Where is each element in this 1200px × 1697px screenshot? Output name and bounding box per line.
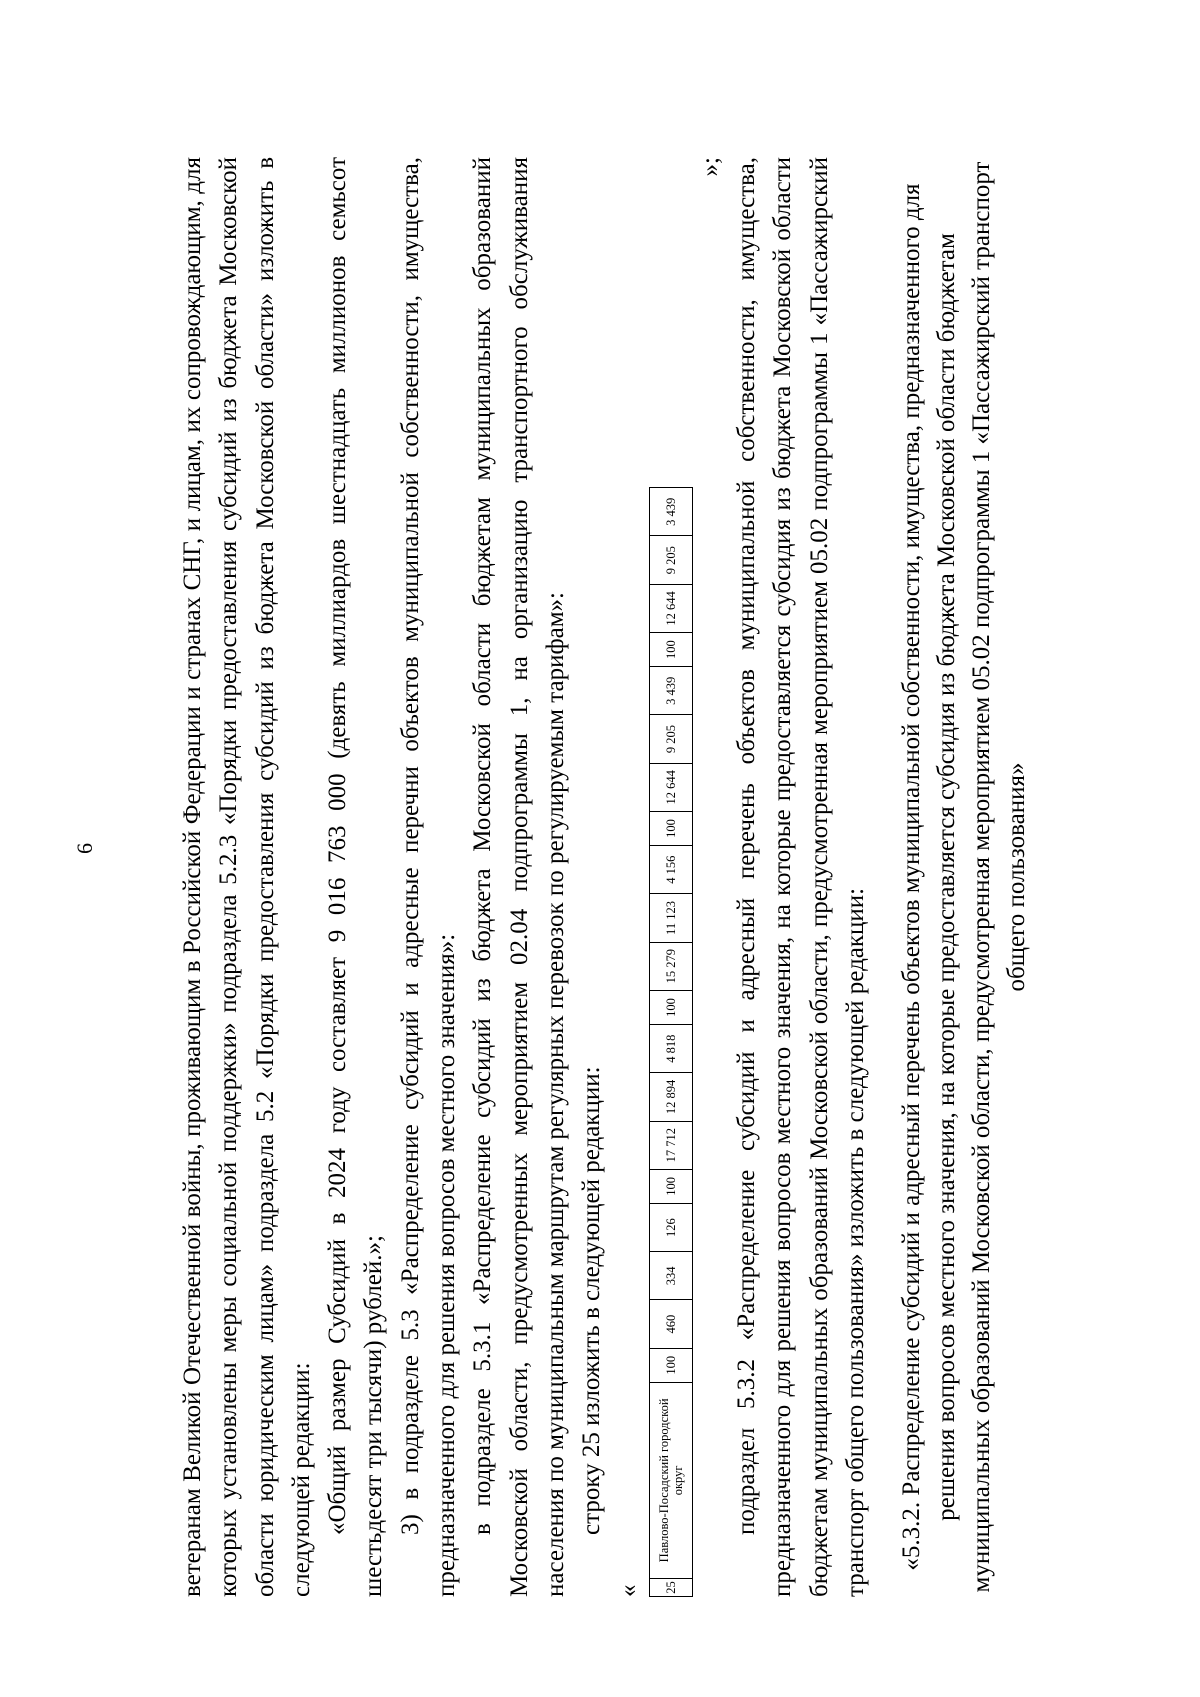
page-number: 6 (72, 843, 97, 854)
quote-close-mark: »; (696, 157, 724, 177)
table-cell: 17 712 (649, 1121, 692, 1169)
table-cell: 9 205 (649, 536, 692, 584)
table-cell: 100 (649, 633, 692, 667)
paragraph-item-3: 3) в подразделе 5.3 «Распределение субсидий и адресные перечни объектов муниципальной собственности, имущества, предназначенного для решения вопросов местного значения»: (396, 157, 461, 1597)
table-cell: 15 279 (649, 942, 692, 990)
subsidy-table-row-25 (649, 487, 693, 1597)
municipality-name-cell: Павлово-Посадский городской округ (649, 1382, 692, 1578)
table-cell: 100 (649, 811, 692, 845)
table-cell: 12 644 (649, 584, 692, 632)
quote-open-mark: « (614, 1584, 642, 1597)
table-cell: 100 (649, 1348, 692, 1382)
table-cell: 4 156 (649, 846, 692, 894)
paragraph-row-25-intro: строку 25 изложить в следующей редакции: (578, 1066, 606, 1535)
paragraph-subsection-532: подраздел 5.3.2 «Распределение субсидий и адресный перечень объектов муниципальной собственности, имущества, предназначенного для решения вопросов местного значения, на которые предоставляется субсидия из бюджета Московской области бюджетам муниципальных образований Московской области, предусмотренная мероприятием 05.02 подпрограммы 1 «Пассажирский транспорт общего пользования» изложить в следующей редакции: (733, 157, 870, 1597)
table-cell: 4 818 (649, 1025, 692, 1073)
table-cell: 126 (649, 1203, 692, 1251)
table-cell: 12 894 (649, 1073, 692, 1121)
table-cell: 460 (649, 1300, 692, 1348)
table-cell: 3 439 (649, 667, 692, 715)
table-cell: 9 205 (649, 715, 692, 763)
document-body (175, 157, 1034, 1597)
table-row (649, 488, 692, 1597)
table-cell: 100 (649, 1169, 692, 1203)
paragraph-subsection-531: в подразделе 5.3.1 «Распределение субсидий из бюджета Московской области бюджетам муниципальных образований Московской области, предусмотренных мероприятием 02.04 подпрограммы 1, на организацию транспортного обслуживания населения по муниципальным маршрутам регулярных перевозок по регулируемым тарифам»: (469, 157, 569, 1597)
table-cell: 3 439 (649, 488, 692, 537)
table-cell: 11 123 (649, 894, 692, 942)
table-cell: 12 644 (649, 763, 692, 811)
paragraph-subsidy-total: «Общий размер Субсидий в 2024 году составляет 9 016 763 000 (девять миллиардов шестнадцать миллионов семьсот шестьдесят три тысячи) рублей.»; (324, 157, 388, 1597)
table-cell: 334 (649, 1252, 692, 1300)
table-cell: 100 (649, 990, 692, 1024)
section-heading-532: «5.3.2. Распределение субсидий и адресный перечень объектов муниципальной собственности, имущества, предназначенного для решения вопросов местного значения, на которые предоставляется субсидия из бюджета Московской области бюджетам муниципальных образований Московской области, предусмотренная мероприятием 05.02 подпрограммы 1 «Пассажирский транспорт общего пользования» (898, 161, 1031, 1593)
row-number-cell: 25 (649, 1578, 692, 1596)
paragraph-veterans: ветеранам Великой Отечественной войны, проживающим в Российской Федерации и странах СНГ, и лицам, их сопровождающим, для которых установлены меры социальной поддержки» подраздела 5.2.3 «Порядки предоставления субсидий из бюджета Московской области юридическим лицам» подраздела 5.2 «Порядки предоставления субсидий из бюджета Московской области» изложить в следующей редакции: (179, 157, 315, 1597)
